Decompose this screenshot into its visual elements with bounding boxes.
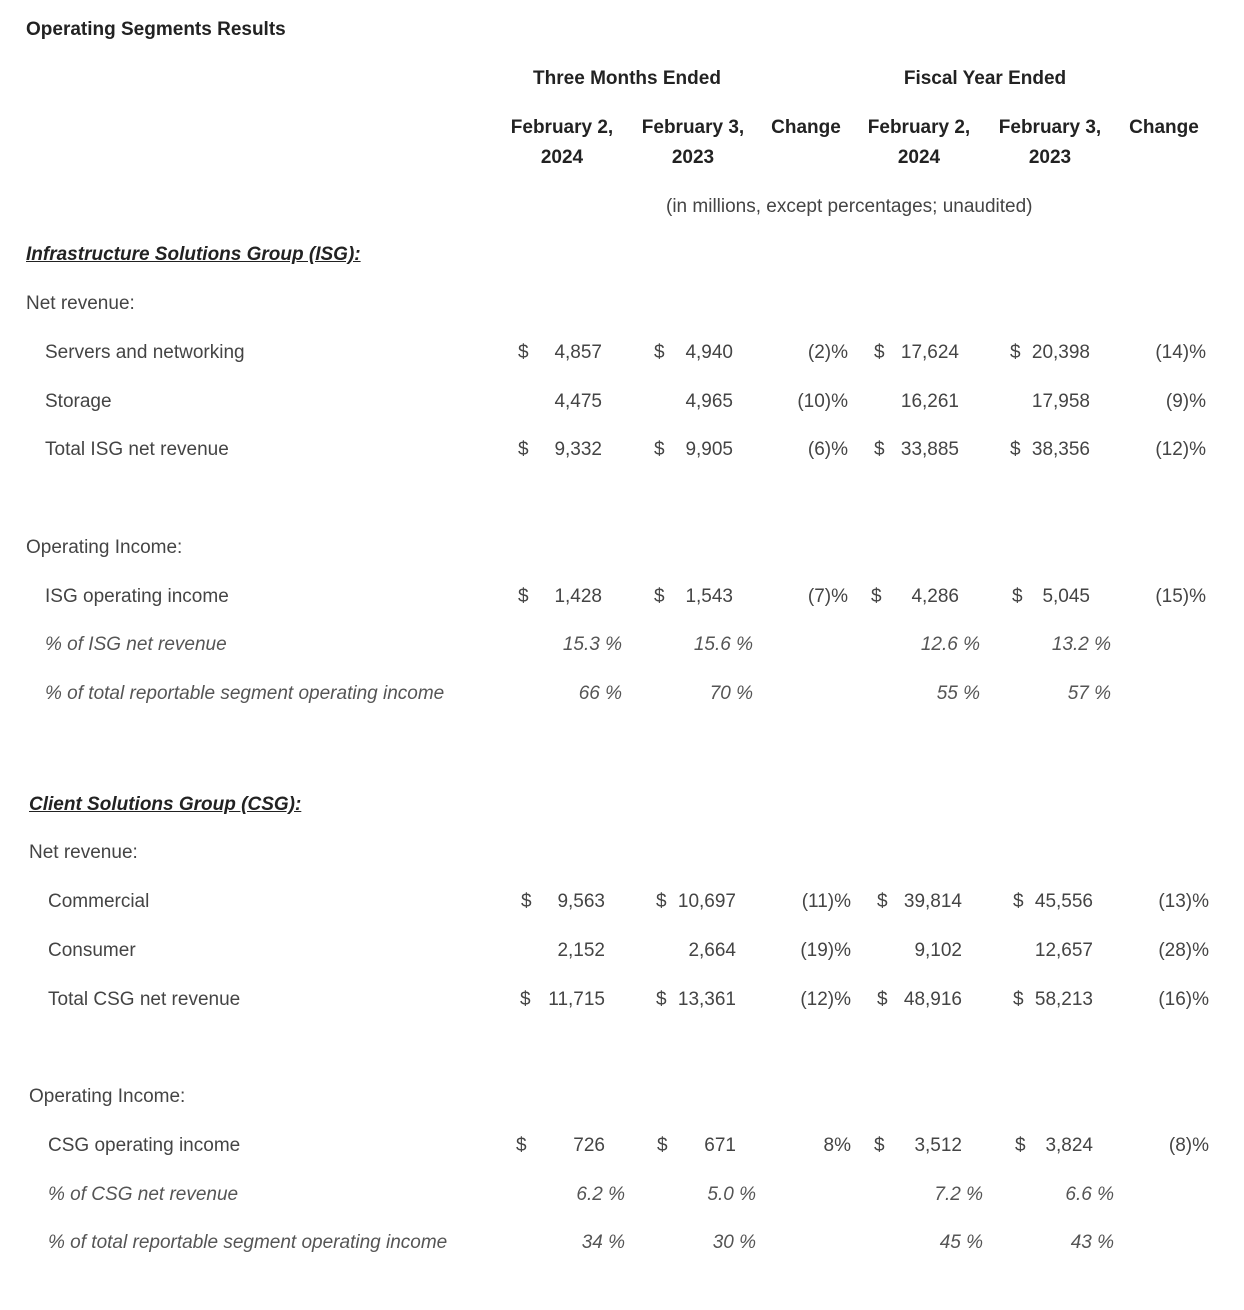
col-header-fy-change: Change [1129, 117, 1199, 138]
cell-fy-2023: 20,398 [1031, 342, 1090, 363]
col-header-tm-2024-line2: 2024 [540, 147, 584, 168]
col-header-fy-2023-line1: February 3, [998, 117, 1102, 138]
isg-heading: Infrastructure Solutions Group (ISG): [26, 244, 361, 265]
dollar-sign: $ [657, 1135, 668, 1156]
cell-fy-change: (13)% [1158, 891, 1209, 912]
cell-tm-2024: 4,857 [554, 342, 602, 363]
cell-tm-2024: 4,475 [554, 391, 602, 412]
row-label: % of ISG net revenue [45, 634, 227, 655]
cell-tm-2024: 15.3 % [562, 634, 622, 655]
cell-tm-2024: 726 [573, 1135, 605, 1156]
cell-tm-2023: 2,664 [688, 940, 736, 961]
dollar-sign: $ [654, 439, 665, 460]
cell-tm-change: (6)% [807, 439, 848, 460]
dollar-sign: $ [654, 586, 665, 607]
row-label: Consumer [48, 940, 136, 961]
cell-fy-2024: 39,814 [903, 891, 962, 912]
dollar-sign: $ [521, 891, 532, 912]
isg-net-revenue-label: Net revenue: [26, 293, 135, 314]
cell-tm-change: (19)% [800, 940, 851, 961]
dollar-sign: $ [518, 342, 529, 363]
cell-fy-2023: 3,824 [1045, 1135, 1093, 1156]
cell-fy-change: (14)% [1155, 342, 1206, 363]
page-title: Operating Segments Results [26, 19, 286, 40]
cell-fy-2023: 17,958 [1031, 391, 1090, 412]
cell-fy-change: (12)% [1155, 439, 1206, 460]
cell-tm-2024: 6.2 % [576, 1184, 625, 1205]
cell-fy-2023: 6.6 % [1065, 1184, 1114, 1205]
cell-fy-2024: 3,512 [914, 1135, 962, 1156]
cell-fy-2024: 4,286 [911, 586, 959, 607]
cell-fy-2024: 12.6 % [920, 634, 980, 655]
cell-fy-2023: 13.2 % [1051, 634, 1111, 655]
row-label: Storage [45, 391, 112, 412]
cell-fy-2024: 45 % [939, 1232, 983, 1253]
cell-tm-2024: 1,428 [554, 586, 602, 607]
dollar-sign: $ [874, 439, 885, 460]
col-header-fy-2023-line2: 2023 [1028, 147, 1072, 168]
cell-tm-2024: 11,715 [548, 989, 605, 1010]
cell-fy-2024: 9,102 [914, 940, 962, 961]
row-label: % of total reportable segment operating income [45, 683, 445, 704]
row-label: Total CSG net revenue [48, 989, 241, 1010]
dollar-sign: $ [520, 989, 531, 1010]
col-header-tm-2024-line1: February 2, [510, 117, 614, 138]
dollar-sign: $ [877, 989, 888, 1010]
dollar-sign: $ [877, 891, 888, 912]
cell-fy-2024: 55 % [936, 683, 980, 704]
cell-tm-2023: 4,965 [685, 391, 733, 412]
csg-net-revenue-label: Net revenue: [29, 842, 138, 863]
cell-fy-change: (15)% [1155, 586, 1206, 607]
cell-fy-2023: 38,356 [1031, 439, 1090, 460]
cell-fy-2024: 48,916 [903, 989, 962, 1010]
cell-tm-change: (11)% [801, 891, 851, 912]
dollar-sign: $ [656, 989, 667, 1010]
cell-tm-2023: 4,940 [685, 342, 733, 363]
cell-tm-change: 8% [823, 1135, 851, 1156]
row-label: CSG operating income [48, 1135, 241, 1156]
row-label: Commercial [48, 891, 150, 912]
cell-fy-2024: 17,624 [900, 342, 959, 363]
cell-fy-2024: 16,261 [900, 391, 959, 412]
cell-tm-2024: 2,152 [557, 940, 605, 961]
dollar-sign: $ [874, 342, 885, 363]
cell-tm-2023: 1,543 [685, 586, 733, 607]
cell-tm-2024: 34 % [581, 1232, 625, 1253]
cell-fy-2024: 33,885 [900, 439, 959, 460]
dollar-sign: $ [1010, 439, 1021, 460]
dollar-sign: $ [1013, 891, 1024, 912]
cell-fy-2023: 57 % [1067, 683, 1111, 704]
cell-fy-2023: 5,045 [1042, 586, 1090, 607]
dollar-sign: $ [516, 1135, 527, 1156]
dollar-sign: $ [874, 1135, 885, 1156]
cell-tm-2023: 10,697 [677, 891, 736, 912]
col-header-fy-2024-line1: February 2, [867, 117, 971, 138]
cell-fy-2023: 12,657 [1034, 940, 1093, 961]
csg-operating-income-label: Operating Income: [29, 1086, 186, 1107]
cell-tm-2023: 5.0 % [707, 1184, 756, 1205]
cell-fy-2023: 45,556 [1034, 891, 1093, 912]
dollar-sign: $ [518, 586, 529, 607]
cell-tm-change: (7)% [807, 586, 848, 607]
cell-fy-change: (8)% [1168, 1135, 1209, 1156]
cell-tm-2024: 9,332 [554, 439, 602, 460]
dollar-sign: $ [654, 342, 665, 363]
col-header-tm-2023-line1: February 3, [641, 117, 745, 138]
col-header-fy-2024-line2: 2024 [897, 147, 941, 168]
row-label: % of total reportable segment operating income [48, 1232, 448, 1253]
header-three-months: Three Months Ended [533, 68, 721, 89]
col-header-tm-change: Change [771, 117, 841, 138]
cell-tm-2023: 13,361 [677, 989, 736, 1010]
cell-tm-2023: 15.6 % [693, 634, 753, 655]
cell-tm-change: (10)% [797, 391, 848, 412]
cell-tm-2024: 66 % [578, 683, 622, 704]
dollar-sign: $ [656, 891, 667, 912]
cell-tm-change: (12)% [800, 989, 851, 1010]
dollar-sign: $ [1010, 342, 1021, 363]
row-label: % of CSG net revenue [48, 1184, 239, 1205]
cell-tm-2024: 9,563 [557, 891, 605, 912]
csg-heading: Client Solutions Group (CSG): [29, 794, 302, 815]
cell-tm-change: (2)% [807, 342, 848, 363]
dollar-sign: $ [1012, 586, 1023, 607]
cell-tm-2023: 70 % [709, 683, 753, 704]
cell-fy-change: (28)% [1158, 940, 1209, 961]
cell-fy-2024: 7.2 % [934, 1184, 983, 1205]
row-label: Servers and networking [45, 342, 245, 363]
dollar-sign: $ [1015, 1135, 1026, 1156]
cell-tm-2023: 30 % [712, 1232, 756, 1253]
col-header-tm-2023-line2: 2023 [671, 147, 715, 168]
cell-tm-2023: 9,905 [685, 439, 733, 460]
dollar-sign: $ [871, 586, 882, 607]
header-fiscal-year: Fiscal Year Ended [903, 68, 1067, 89]
cell-fy-2023: 58,213 [1034, 989, 1093, 1010]
isg-operating-income-label: Operating Income: [26, 537, 183, 558]
units-note: (in millions, except percentages; unaudited) [666, 196, 1033, 217]
cell-fy-change: (16)% [1158, 989, 1209, 1010]
cell-tm-2023: 671 [704, 1135, 736, 1156]
cell-fy-change: (9)% [1165, 391, 1206, 412]
row-label: Total ISG net revenue [45, 439, 229, 460]
dollar-sign: $ [518, 439, 529, 460]
cell-fy-2023: 43 % [1070, 1232, 1114, 1253]
row-label: ISG operating income [45, 586, 229, 607]
dollar-sign: $ [1013, 989, 1024, 1010]
